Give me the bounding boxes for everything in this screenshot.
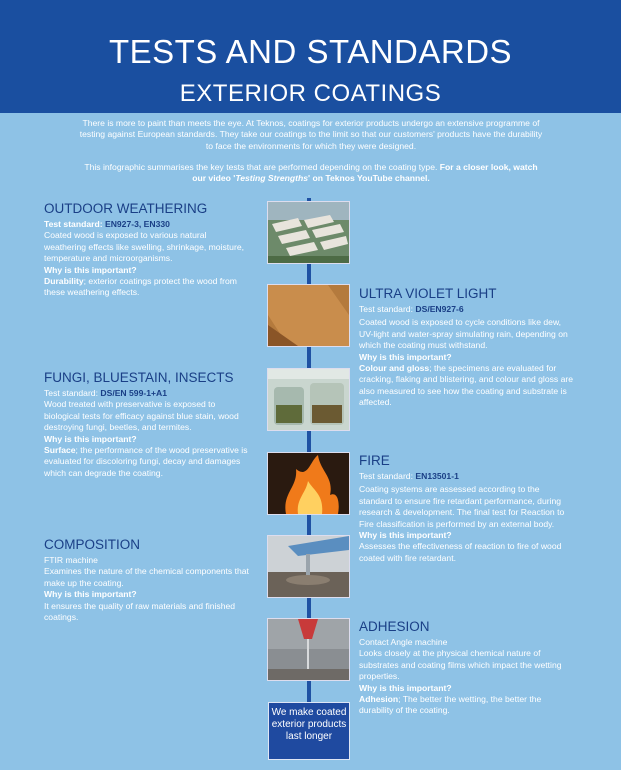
benefit-keyword: Adhesion	[359, 694, 399, 705]
test-standard-label: Test standard:	[44, 219, 105, 229]
section-composition	[44, 537, 249, 623]
section-title: FIRE	[359, 453, 390, 468]
why-important-heading: Why is this important?	[44, 589, 137, 600]
composition-image	[267, 535, 350, 598]
section-fungi	[44, 370, 249, 479]
test-standard-value: DS/EN 599-1+A1	[100, 388, 168, 398]
fire-image	[267, 452, 350, 515]
test-standard-value: EN13501-1	[415, 471, 459, 481]
section-description: Examines the nature of the chemical components that make up the coating.	[44, 566, 249, 588]
test-standard-label: Test standard:	[359, 471, 416, 481]
why-important-heading: Why is this important?	[44, 433, 137, 444]
adhesion-image	[267, 618, 350, 681]
why-important-heading: Why is this important?	[359, 351, 452, 362]
section-uv-light	[359, 286, 575, 409]
outdoor-weathering-image	[267, 201, 350, 264]
page-header	[0, 0, 621, 113]
why-important-heading: Why is this important?	[44, 264, 137, 275]
page-title: TESTS AND STANDARDS	[108, 33, 513, 70]
fungi-image	[267, 368, 350, 431]
intro-p2-text: This infographic summarises the key tests that are performed depending on the coating type.	[84, 162, 440, 172]
benefit-text: ; The better the wetting, the better the durability of the coating.	[359, 694, 542, 716]
section-title: FUNGI, BLUESTAIN, INSECTS	[44, 370, 234, 385]
uv-light-image	[267, 284, 350, 347]
benefit-keyword: Durability	[44, 276, 84, 287]
benefit-keyword: Colour and gloss	[359, 363, 430, 374]
page-subtitle: EXTERIOR COATINGS	[179, 80, 442, 107]
benefit-text: ; the specimens are evaluated for cracking, flaking and blistering, and colour and gloss are also measured to see how the coating and substrate is affected.	[359, 363, 574, 408]
test-method: FTIR machine	[44, 555, 98, 565]
why-important-heading: Why is this important?	[359, 682, 452, 693]
test-standard-label: Test standard:	[44, 388, 101, 398]
intro-paragraph-1: There is more to paint than meets the eye. At Teknos, coatings for exterior products undergo an extensive programme of testing against European standards. They take our coatings to the limit so that our customers' products have the durability to face the environments for which they were designed.	[79, 118, 543, 151]
benefit-text: Assesses the effectiveness of reaction to fire of wood coated with fire retardant.	[359, 541, 562, 563]
section-description: Wood treated with preservative is exposed to biological tests for efficacy against blue stain, wood destroying fungi, beetles, and termites.	[44, 399, 239, 433]
section-title: ULTRA VIOLET LIGHT	[359, 286, 497, 301]
section-title: COMPOSITION	[44, 537, 141, 552]
test-method: Contact Angle machine	[359, 637, 448, 647]
section-description: Coating systems are assessed according to the standard to ensure fire retardant performance, during research & development. The final test for Reaction to Fire classification is performed by an external body.	[359, 484, 565, 529]
why-important-heading: Why is this important?	[359, 530, 452, 541]
section-title: ADHESION	[359, 619, 430, 634]
benefit-text: ; exterior coatings protect the wood from these weathering effects.	[44, 276, 237, 298]
section-adhesion	[359, 619, 575, 717]
test-standard-value: EN927-3, EN330	[104, 219, 170, 229]
benefit-text: ; the performance of the wood preservative is evaluated for discoloring fungi, decay and damages which can degrade the coating.	[44, 445, 248, 478]
section-description: Looks closely at the physical chemical nature of substrates and coating films which impact the wetting properties.	[359, 648, 562, 682]
footer-slogan: We make coated exterior products last longer	[268, 702, 350, 760]
benefit-text: It ensures the quality of raw materials and finished coatings.	[44, 600, 236, 623]
intro-paragraph-2	[78, 162, 544, 185]
video-title: Testing Strengths	[235, 173, 309, 184]
intro-p2-cta: For a closer look, watch our video 'Testing Strengths' on Teknos YouTube channel.	[192, 162, 538, 184]
section-outdoor-weathering	[44, 201, 249, 299]
section-title: OUTDOOR WEATHERING	[44, 201, 208, 216]
section-description: Coated wood is exposed to cycle conditions like dew, UV-light and water-spray simulating rain, depending on which the coating must withstand.	[359, 317, 568, 351]
test-standard-value: DS/EN927-6	[415, 304, 464, 314]
benefit-keyword: Surface	[44, 445, 76, 456]
test-standard-label: Test standard:	[359, 304, 416, 314]
section-description: Coated wood is exposed to various natural weathering effects like swelling, shrinkage, moisture, temperature and microorganisms.	[44, 230, 244, 264]
section-fire	[359, 453, 575, 564]
